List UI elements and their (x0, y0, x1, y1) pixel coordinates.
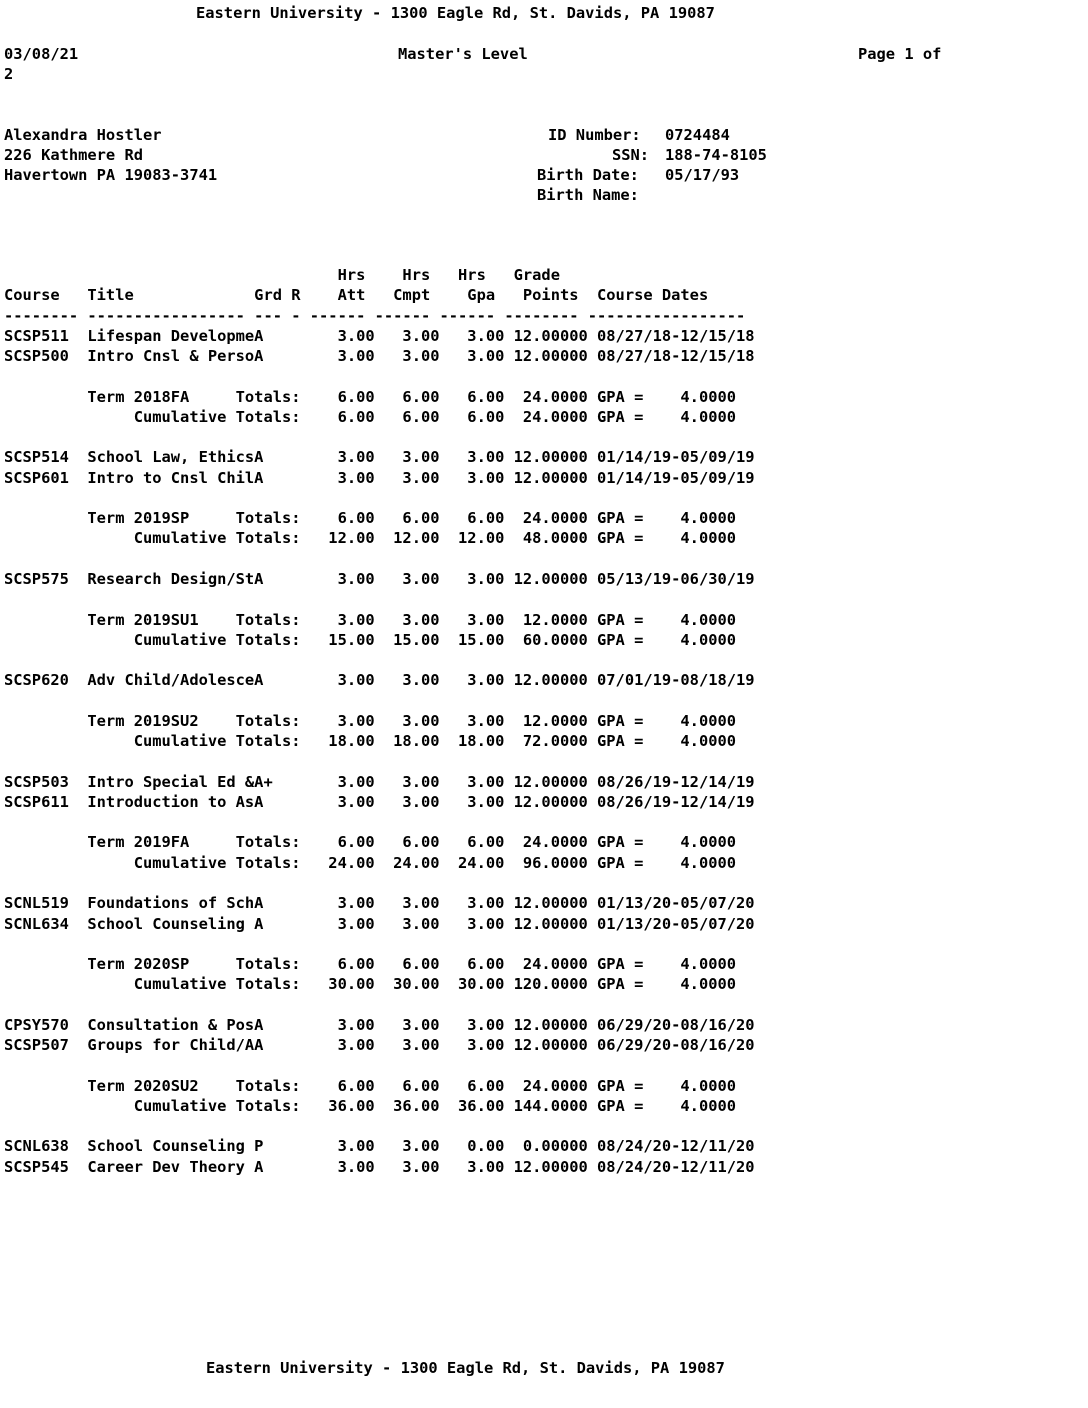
column-header-hours: Hrs Hrs Hrs Grade (4, 266, 560, 284)
spacer-row (4, 812, 755, 832)
spacer-row (4, 995, 755, 1015)
cumulative-totals-row: Cumulative Totals: 12.00 12.00 12.00 48.0000 GPA = 4.0000 (4, 529, 737, 548)
cumulative-totals-row: Cumulative Totals: 18.00 18.00 18.00 72.0000 GPA = 4.0000 (4, 732, 737, 751)
spacer-row (4, 873, 755, 893)
term-totals-row: Term 2019FA Totals: 6.00 6.00 6.00 24.0000 GPA = 4.0000 (4, 833, 737, 852)
term-totals-row: Term 2018FA Totals: 6.00 6.00 6.00 24.0000 GPA = 4.0000 (4, 387, 737, 406)
cumulative-totals-row: Cumulative Totals: 36.00 36.00 36.00 144.0000 GPA = 4.0000 (4, 1096, 737, 1115)
id-number-label: ID Number: (548, 126, 641, 144)
header-page: Page 1 of (858, 45, 942, 63)
term-totals-row: Term 2019SP Totals: 6.00 6.00 6.00 24.0000 GPA = 4.0000 (4, 509, 737, 528)
student-address-2: Havertown PA 19083-3741 (4, 166, 218, 184)
spacer-row (4, 488, 755, 508)
cumulative-totals-row: Cumulative Totals: 6.00 6.00 6.00 24.0000 GPA = 4.0000 (4, 407, 737, 426)
cumulative-totals-row: Cumulative Totals: 30.00 30.00 30.00 120.0000 GPA = 4.0000 (4, 975, 737, 994)
spacer-row (4, 1055, 755, 1075)
header-level: Master's Level (398, 45, 528, 63)
spacer-row (4, 366, 755, 386)
id-number-value: 0724484 (665, 126, 730, 144)
header-page-total: 2 (4, 65, 14, 83)
course-row: SCSP511 Lifespan DevelopmeA 3.00 3.00 3.00 12.00000 08/27/18-12/15/18 (4, 326, 755, 345)
student-name: Alexandra Hostler (4, 126, 162, 144)
term-totals-row: Term 2020SU2 Totals: 6.00 6.00 6.00 24.0000 GPA = 4.0000 (4, 1076, 737, 1095)
spacer-row (4, 650, 755, 670)
term-totals-row: Term 2019SU2 Totals: 3.00 3.00 3.00 12.0000 GPA = 4.0000 (4, 711, 737, 730)
term-totals-row: Term 2019SU1 Totals: 3.00 3.00 3.00 12.0000 GPA = 4.0000 (4, 610, 737, 629)
course-row: SCSP601 Intro to Cnsl ChilA 3.00 3.00 3.00 12.00000 01/14/19-05/09/19 (4, 468, 755, 487)
term-totals-row: Term 2020SP Totals: 6.00 6.00 6.00 24.0000 GPA = 4.0000 (4, 955, 737, 974)
course-row: SCSP514 School Law, EthicsA 3.00 3.00 3.00 12.00000 01/14/19-05/09/19 (4, 448, 755, 467)
course-row: SCNL634 School Counseling A 3.00 3.00 3.00 12.00000 01/13/20-05/07/20 (4, 914, 755, 933)
footer-institution: Eastern University - 1300 Eagle Rd, St. Davids, PA 19087 (206, 1359, 725, 1377)
cumulative-totals-row: Cumulative Totals: 15.00 15.00 15.00 60.0000 GPA = 4.0000 (4, 630, 737, 649)
header-date: 03/08/21 (4, 45, 79, 63)
student-address-1: 226 Kathmere Rd (4, 146, 143, 164)
ssn-value: 188-74-8105 (665, 146, 767, 164)
course-row: SCSP575 Research Design/StA 3.00 3.00 3.00 12.00000 05/13/19-06/30/19 (4, 569, 755, 588)
course-row: SCNL638 School Counseling P 3.00 3.00 0.00 0.00000 08/24/20-12/11/20 (4, 1137, 755, 1156)
transcript-table (4, 265, 755, 1177)
spacer-row (4, 427, 755, 447)
spacer-row (4, 934, 755, 954)
spacer-row (4, 691, 755, 711)
birth-date-label: Birth Date: (537, 166, 639, 184)
column-separator: -------- ----------------- --- - ------ ------ ------ -------- ----------------- (4, 306, 746, 325)
spacer-row (4, 751, 755, 771)
spacer-row (4, 549, 755, 569)
birth-date-value: 05/17/93 (665, 166, 740, 184)
course-row: CPSY570 Consultation & PosA 3.00 3.00 3.00 12.00000 06/29/20-08/16/20 (4, 1015, 755, 1034)
spacer-row (4, 589, 755, 609)
birth-name-label: Birth Name: (537, 186, 639, 204)
course-row: SCSP620 Adv Child/AdolesceA 3.00 3.00 3.00 12.00000 07/01/19-08/18/19 (4, 671, 755, 690)
spacer-row (4, 1116, 755, 1136)
course-row: SCSP507 Groups for Child/AA 3.00 3.00 3.00 12.00000 06/29/20-08/16/20 (4, 1036, 755, 1055)
header-institution: Eastern University - 1300 Eagle Rd, St. Davids, PA 19087 (196, 4, 715, 22)
course-row: SCSP500 Intro Cnsl & PersoA 3.00 3.00 3.00 12.00000 08/27/18-12/15/18 (4, 347, 755, 366)
ssn-label: SSN: (612, 146, 650, 164)
course-row: SCNL519 Foundations of SchA 3.00 3.00 3.00 12.00000 01/13/20-05/07/20 (4, 894, 755, 913)
course-row: SCSP611 Introduction to AsA 3.00 3.00 3.00 12.00000 08/26/19-12/14/19 (4, 792, 755, 811)
course-row: SCSP503 Intro Special Ed &A+ 3.00 3.00 3.00 12.00000 08/26/19-12/14/19 (4, 772, 755, 791)
cumulative-totals-row: Cumulative Totals: 24.00 24.00 24.00 96.0000 GPA = 4.0000 (4, 853, 737, 872)
course-row: SCSP545 Career Dev Theory A 3.00 3.00 3.00 12.00000 08/24/20-12/11/20 (4, 1157, 755, 1176)
column-header: Course Title Grd R Att Cmpt Gpa Points Course Dates (4, 286, 709, 305)
